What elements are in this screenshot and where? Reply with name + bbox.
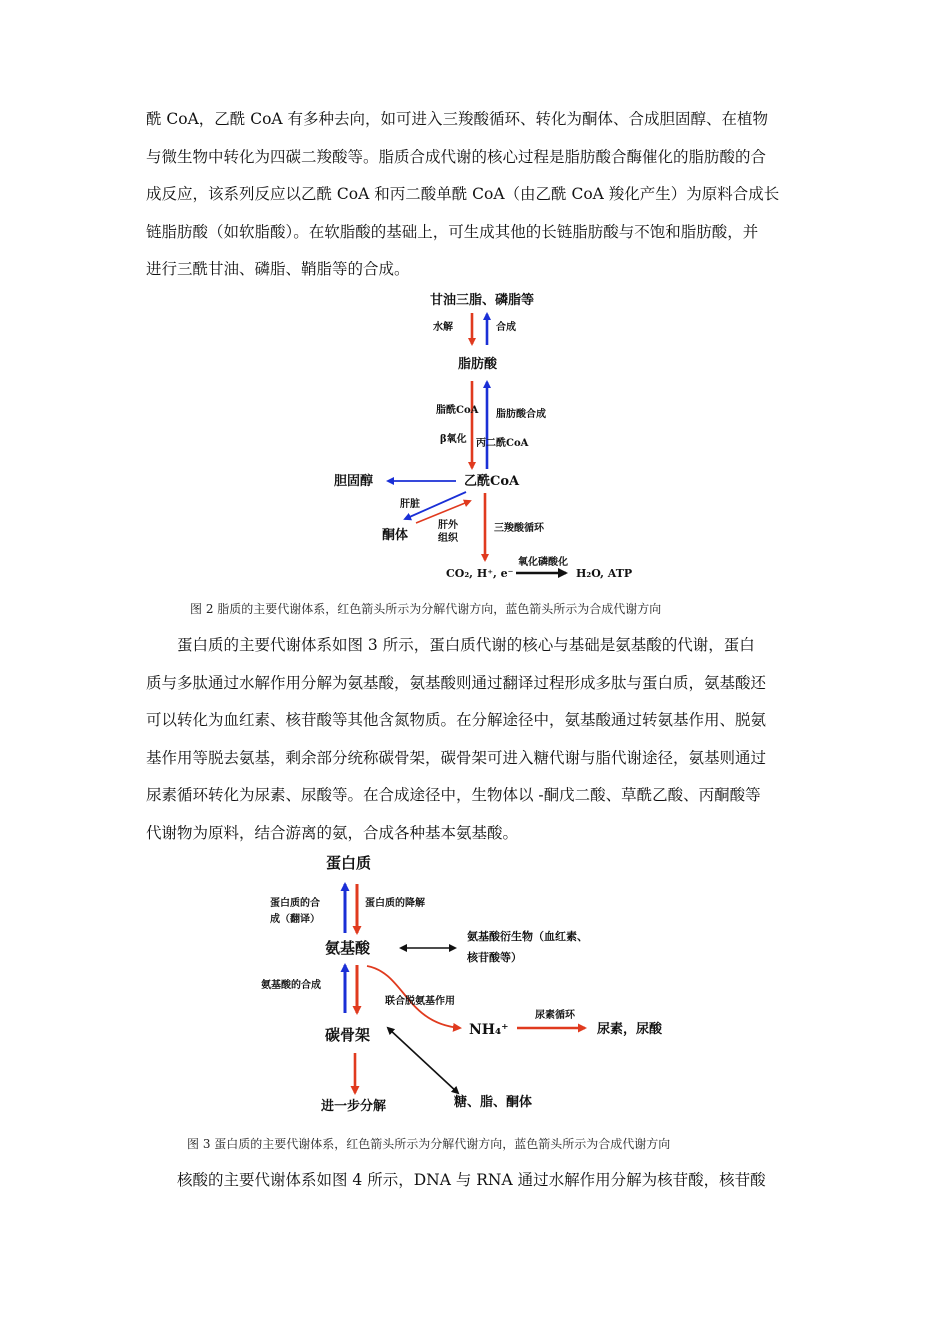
- label-amino-acid: 氨基酸: [325, 939, 371, 957]
- label-further-breakdown: 进一步分解: [321, 1099, 387, 1114]
- label-ketone: 酮体: [382, 528, 409, 543]
- label-acetyl-coa: 乙酰CoA: [464, 474, 520, 489]
- text-line: 尿素循环转化为尿素、尿酸等。在合成途径中，生物体以 -酮戊二酸、草酰乙酸、丙酮酸等: [146, 786, 761, 804]
- text-line: 基作用等脱去氨基，剩余部分统称碳骨架，碳骨架可进入糖代谢与脂代谢途径，氨基则通过: [146, 748, 767, 767]
- text-line: 核酸的主要代谢体系如图 4 所示，DNA 与 RNA 通过水解作用分解为核苷酸，核苷酸: [146, 1171, 766, 1189]
- label-aa-derivatives-1: 氨基酸衍生物（血红素、: [467, 930, 588, 943]
- label-co2: CO₂, H⁺, e⁻: [446, 567, 514, 580]
- label-fatty-acyl-coa: 脂酰CoA: [436, 405, 479, 416]
- text-line: 与微生物中转化为四碳二羧酸等。脂质合成代谢的核心过程是脂肪酸合酶催化的脂肪酸的合: [146, 147, 767, 166]
- label-malonyl-coa: 丙二酰CoA: [476, 438, 529, 449]
- label-urea-cycle: 尿素循环: [535, 1010, 575, 1021]
- figure-3-protein-diagram: [255, 848, 695, 1123]
- label-extrahepatic-2: 组织: [438, 533, 458, 544]
- figure-2-lipid-diagram: [320, 285, 650, 585]
- label-liver: 肝脏: [400, 499, 420, 510]
- text-line: 成反应，该系列反应以乙酰 CoA 和丙二酸单酰 CoA（由乙酰 CoA 羧化产生）为原料合成长: [146, 185, 780, 203]
- text-line: 代谢物为原料，结合游离的氨，合成各种基本氨基酸。: [146, 823, 519, 842]
- label-h2o-atp: H₂O, ATP: [576, 567, 633, 580]
- label-cholesterol: 胆固醇: [334, 474, 374, 489]
- text-line: 链脂肪酸（如软脂酸）。在软脂酸的基础上，可生成其他的长链脂肪酸与不饱和脂肪酸，并: [146, 222, 759, 241]
- arrow-sugar-fat: [388, 1028, 458, 1093]
- label-urea: 尿素，尿酸: [597, 1022, 663, 1037]
- label-aa-derivatives-2: 核苷酸等）: [467, 951, 522, 964]
- label-hydrolysis: 水解: [433, 322, 453, 333]
- label-deamination: 联合脱氨基作用: [385, 996, 455, 1007]
- label-protein-synthesis-1: 蛋白质的合: [270, 898, 320, 909]
- figure-3-caption: 图 3 蛋白质的主要代谢体系，红色箭头所示为分解代谢方向，蓝色箭头所示为合成代谢方向: [187, 1137, 671, 1151]
- text-line: 进行三酰甘油、磷脂、鞘脂等的合成。: [146, 260, 410, 278]
- label-beta-oxidation: β氧化: [440, 434, 467, 445]
- label-fatty-acid: 脂肪酸: [458, 357, 498, 372]
- label-fa-synthesis: 脂肪酸合成: [496, 409, 546, 420]
- label-triglycerides: 甘油三脂、磷脂等: [430, 293, 535, 308]
- label-nh4: NH₄⁺: [469, 1022, 509, 1038]
- label-protein: 蛋白质: [326, 854, 372, 872]
- label-carbon-skeleton: 碳骨架: [325, 1026, 371, 1044]
- text-line: 蛋白质的主要代谢体系如图 3 所示，蛋白质代谢的核心与基础是氨基酸的代谢，蛋白: [146, 636, 755, 654]
- label-synthesis: 合成: [496, 322, 516, 333]
- label-protein-synthesis-2: 成（翻译）: [270, 914, 320, 925]
- text-line: 可以转化为血红素、核苷酸等其他含氮物质。在分解途径中，氨基酸通过转氨基作用、脱氨: [146, 711, 767, 729]
- paragraph-nucleic-acid: [146, 1162, 810, 1200]
- figure-2-caption: 图 2 脂质的主要代谢体系，红色箭头所示为分解代谢方向，蓝色箭头所示为合成代谢方向: [190, 602, 662, 616]
- paragraph-lipid-intro: [146, 101, 810, 289]
- label-aa-synthesis: 氨基酸的合成: [261, 980, 321, 991]
- label-tca: 三羧酸循环: [494, 523, 544, 534]
- label-protein-degradation: 蛋白质的降解: [365, 898, 425, 909]
- text-line: 质与多肽通过水解作用分解为氨基酸，氨基酸则通过翻译过程形成多肽与蛋白质，氨基酸还: [146, 673, 767, 692]
- label-oxphos: 氧化磷酸化: [518, 557, 568, 568]
- paragraph-protein-metabolism: [146, 627, 810, 852]
- text-line: 酰 CoA，乙酰 CoA 有多种去向，如可进入三羧酸循环、转化为酮体、合成胆固醇、在植物: [146, 110, 769, 128]
- label-sugar-fat: 糖、脂、酮体: [454, 1095, 533, 1110]
- label-extrahepatic-1: 肝外: [438, 520, 458, 531]
